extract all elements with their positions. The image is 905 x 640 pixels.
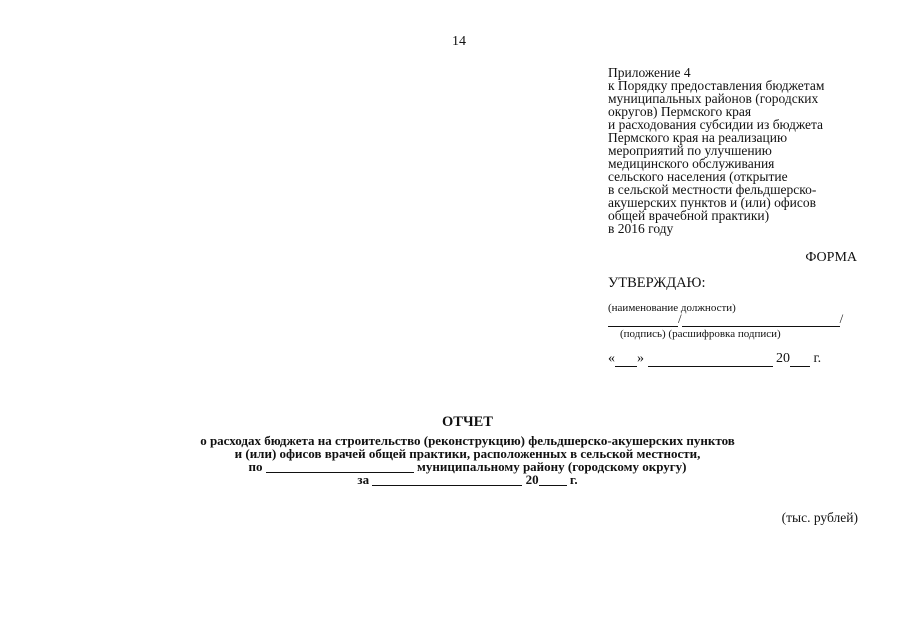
approval-heading: УТВЕРЖДАЮ:: [608, 275, 706, 291]
date-year-suffix: г.: [813, 351, 822, 366]
appendix-line: сельского населения (открытие: [608, 169, 788, 184]
report-line-1: о расходах бюджета на строительство (реконструкцию) фельдшерско-акушерских пунктов: [200, 433, 735, 448]
signature-name-blank: [682, 314, 840, 327]
signature-slash: /: [678, 311, 682, 326]
report-line-4-suffix: г.: [569, 472, 578, 487]
report-line-3: [0, 460, 905, 473]
signature-caption: (подпись) (расшифровка подписи): [620, 328, 781, 340]
appendix-line: к Порядку предоставления бюджетам: [608, 78, 825, 93]
date-month-blank: [648, 353, 773, 367]
report-line-3-prefix: по: [248, 459, 263, 474]
date-year-prefix: 20: [776, 351, 790, 366]
signature-blank: [608, 314, 678, 327]
period-blank: [372, 474, 522, 486]
year-blank: [539, 474, 567, 486]
signature-slash-end: /: [839, 311, 844, 326]
report-line-2: и (или) офисов врачей общей практики, расположенных в сельской местности,: [234, 446, 701, 461]
appendix-line: Пермского края на реализацию: [608, 130, 788, 145]
appendix-line: мероприятий по улучшению: [608, 143, 772, 158]
report-title: ОТЧЕТ: [442, 414, 493, 430]
report-line-3-suffix: муниципальному району (городскому округу): [417, 459, 687, 474]
appendix-line: муниципальных районов (городских: [608, 91, 819, 106]
appendix-line: медицинского обслуживания: [608, 156, 775, 171]
approval-date-line: [608, 351, 821, 367]
form-label: ФОРМА: [805, 250, 857, 265]
appendix-block: [608, 66, 858, 235]
position-caption: (наименование должности): [608, 302, 736, 314]
date-day-blank: [615, 353, 637, 367]
appendix-line: Приложение 4: [608, 65, 691, 80]
date-close-quote: »: [637, 351, 644, 366]
report-line-4-prefix: за: [357, 472, 370, 487]
appendix-line: общей врачебной практики): [608, 208, 770, 223]
signature-line: [608, 311, 843, 327]
report-line-4-year: 20: [525, 472, 539, 487]
date-year-blank: [790, 353, 810, 367]
report-line-4: [0, 473, 905, 486]
district-name-blank: [266, 461, 414, 473]
units-label: (тыс. рублей): [781, 510, 858, 525]
date-open-quote: «: [608, 351, 615, 366]
appendix-line: акушерских пунктов и (или) офисов: [608, 195, 816, 210]
page-number: 14: [452, 34, 466, 49]
appendix-line: в 2016 году: [608, 221, 674, 236]
appendix-line: и расходования субсидии из бюджета: [608, 117, 824, 132]
appendix-line: в сельской местности фельдшерско-: [608, 182, 817, 197]
appendix-line: округов) Пермского края: [608, 104, 752, 119]
report-subtitle: [0, 434, 905, 486]
